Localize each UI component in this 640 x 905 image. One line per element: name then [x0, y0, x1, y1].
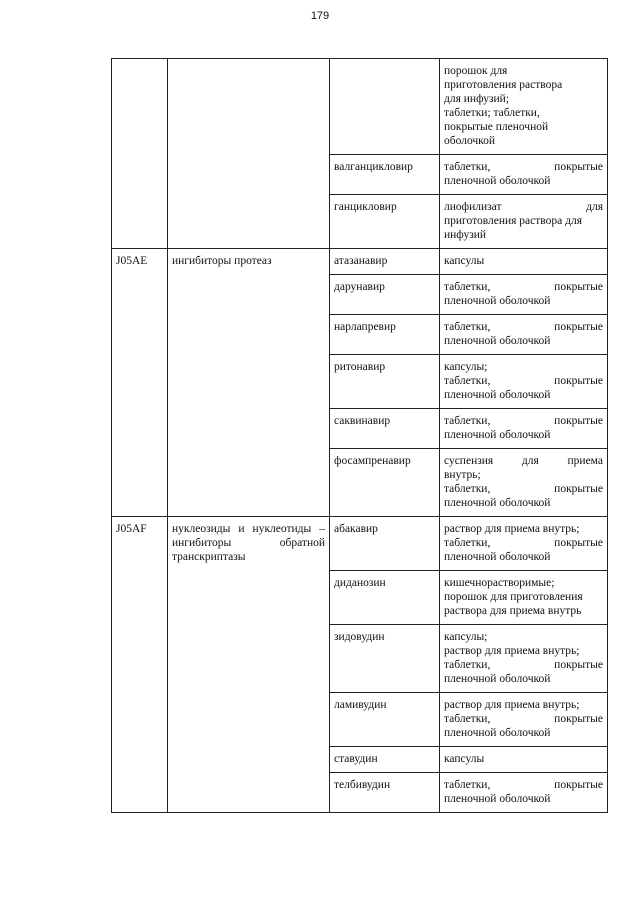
dosage-form-line — [444, 658, 603, 672]
dosage-form-cell — [440, 155, 608, 195]
drug-table — [111, 58, 608, 813]
dosage-form-line: порошок для — [444, 65, 508, 77]
dosage-form-word: покрытые — [554, 537, 603, 549]
atc-code-cell: J05AF — [112, 517, 168, 813]
drug-name-cell: абакавир — [330, 517, 440, 571]
drug-name-cell: ритонавир — [330, 355, 440, 409]
dosage-form-word: таблетки, — [444, 537, 491, 549]
dosage-form-cell — [440, 315, 608, 355]
dosage-form-cell — [440, 773, 608, 813]
dosage-form-cell — [440, 355, 608, 409]
dosage-form-word: таблетки, — [444, 281, 491, 293]
dosage-form-word: таблетки, — [444, 415, 491, 427]
dosage-form-line: для инфузий; — [444, 93, 510, 105]
dosage-form-cell — [440, 449, 608, 517]
dosage-form-line: пленочной оболочкой — [444, 429, 551, 441]
dosage-form-line — [444, 536, 603, 550]
drug-name-cell: саквинавир — [330, 409, 440, 449]
dosage-form-line: порошок для приготовления — [444, 591, 583, 603]
dosage-form-word: суспензия — [444, 455, 494, 467]
dosage-form-word: таблетки, — [444, 321, 491, 333]
dosage-form-line: пленочной оболочкой — [444, 295, 551, 307]
drug-name-cell: фосампренавир — [330, 449, 440, 517]
drug-name-cell: валганцикловир — [330, 155, 440, 195]
dosage-form-line: капсулы; — [444, 361, 488, 373]
drug-name-cell: атазанавир — [330, 249, 440, 275]
dosage-form-line: внутрь; — [444, 469, 481, 481]
dosage-form-word: покрытые — [554, 415, 603, 427]
atc-code-cell — [112, 59, 168, 249]
dosage-form-word: для — [586, 201, 603, 213]
dosage-form-word: приема — [567, 455, 603, 467]
dosage-form-cell — [440, 275, 608, 315]
dosage-form-cell — [440, 409, 608, 449]
dosage-form-word: покрытые — [554, 659, 603, 671]
page-number: 179 — [310, 10, 330, 22]
dosage-form-line — [444, 778, 603, 792]
dosage-form-line: оболочкой — [444, 135, 496, 147]
drug-name-cell: диданозин — [330, 571, 440, 625]
dosage-form-line: пленочной оболочкой — [444, 673, 551, 685]
dosage-form-line: капсулы — [444, 753, 485, 765]
dosage-form-line — [444, 160, 603, 174]
dosage-form-line: пленочной оболочкой — [444, 551, 551, 563]
dosage-form-line: покрытые пленочной — [444, 121, 549, 133]
dosage-form-line — [444, 482, 603, 496]
dosage-form-line: пленочной оболочкой — [444, 175, 551, 187]
dosage-form-line: таблетки; таблетки, — [444, 107, 540, 119]
group-name-cell: ингибиторы протеаз — [168, 249, 330, 517]
dosage-form-word: таблетки, — [444, 161, 491, 173]
dosage-form-word: покрытые — [554, 161, 603, 173]
dosage-form-word: лиофилизат — [444, 201, 502, 213]
dosage-form-line — [444, 280, 603, 294]
dosage-form-line: пленочной оболочкой — [444, 389, 551, 401]
dosage-form-line: капсулы — [444, 255, 485, 267]
dosage-form-line: пленочной оболочкой — [444, 335, 551, 347]
dosage-form-word: таблетки, — [444, 375, 491, 387]
dosage-form-cell — [440, 249, 608, 275]
dosage-form-word: покрытые — [554, 713, 603, 725]
dosage-form-line: раствор для приема внутрь; — [444, 523, 580, 535]
dosage-form-word: покрытые — [554, 375, 603, 387]
table-row — [112, 59, 608, 155]
dosage-form-cell — [440, 693, 608, 747]
dosage-form-cell — [440, 625, 608, 693]
dosage-form-line: пленочной оболочкой — [444, 497, 551, 509]
dosage-form-word: покрытые — [554, 321, 603, 333]
group-name-cell — [168, 59, 330, 249]
drug-name-cell: дарунавир — [330, 275, 440, 315]
drug-name-cell — [330, 59, 440, 155]
dosage-form-cell — [440, 195, 608, 249]
dosage-form-word: покрытые — [554, 779, 603, 791]
dosage-form-line: пленочной оболочкой — [444, 727, 551, 739]
dosage-form-word: покрытые — [554, 281, 603, 293]
dosage-form-word: таблетки, — [444, 483, 491, 495]
dosage-form-line: пленочной оболочкой — [444, 793, 551, 805]
dosage-form-cell — [440, 517, 608, 571]
dosage-form-word: таблетки, — [444, 779, 491, 791]
dosage-form-word: для — [521, 455, 539, 467]
dosage-form-line — [444, 320, 603, 334]
drug-name-cell: зидовудин — [330, 625, 440, 693]
dosage-form-line: кишечнорастворимые; — [444, 577, 555, 589]
drug-name-cell: нарлапревир — [330, 315, 440, 355]
dosage-form-line: раствор для приема внутрь; — [444, 645, 580, 657]
dosage-form-line: раствора для приема внутрь — [444, 605, 582, 617]
dosage-form-word: покрытые — [554, 483, 603, 495]
dosage-form-line — [444, 374, 603, 388]
dosage-form-line: раствор для приема внутрь; — [444, 699, 580, 711]
drug-name-cell: ганцикловир — [330, 195, 440, 249]
dosage-form-cell — [440, 747, 608, 773]
drug-name-cell: телбивудин — [330, 773, 440, 813]
dosage-form-line — [444, 200, 603, 214]
dosage-form-cell — [440, 59, 608, 155]
dosage-form-line — [444, 414, 603, 428]
dosage-form-line — [444, 454, 603, 468]
dosage-form-line: капсулы; — [444, 631, 488, 643]
table-row — [112, 517, 608, 571]
dosage-form-cell — [440, 571, 608, 625]
drug-name-cell: ставудин — [330, 747, 440, 773]
dosage-form-line: инфузий — [444, 229, 487, 241]
drug-name-cell: ламивудин — [330, 693, 440, 747]
atc-code-cell: J05AE — [112, 249, 168, 517]
dosage-form-line: приготовления раствора для — [444, 215, 582, 227]
dosage-form-line: приготовления раствора — [444, 79, 563, 91]
group-name-cell: нуклеозиды и нуклеотиды – ингибиторы обратной транскриптазы — [168, 517, 330, 813]
dosage-form-word: таблетки, — [444, 713, 491, 725]
table-row — [112, 249, 608, 275]
dosage-form-word: таблетки, — [444, 659, 491, 671]
dosage-form-line — [444, 712, 603, 726]
